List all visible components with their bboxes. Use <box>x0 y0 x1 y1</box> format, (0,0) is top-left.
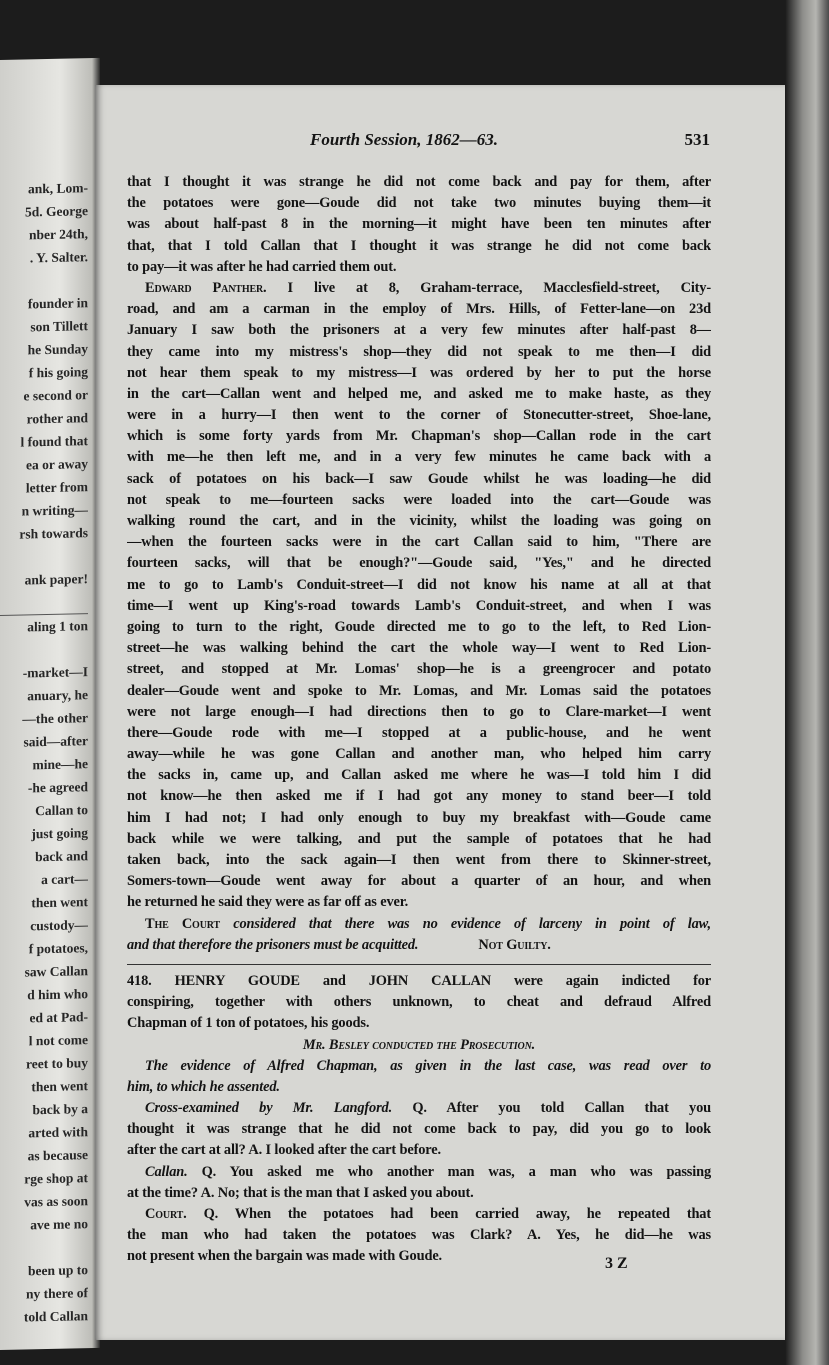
text-line: that, that I told Callan that I thought it was strange he did not come back <box>127 237 711 254</box>
text-line: him I had not; I had only enough to buy my breakfast with—Goude came <box>127 809 711 826</box>
left-fragment-line: a cart— <box>41 871 88 888</box>
text-line: road, and am a carman in the employ of Mrs. Hills, of Fetter-lane—on 23d <box>127 301 711 318</box>
text-line: —when the fourteen sacks were in the cart Callan said to him, "There are <box>127 534 711 551</box>
text-line: were in a hurry—I then went to the corner of Stonecutter-street, Shoe-lane, <box>127 407 711 424</box>
right-page-edge <box>785 0 829 1365</box>
text-line: dealer—Goude went and spoke to Mr. Lomas, and Mr. Lomas said the potatoes <box>127 682 711 699</box>
left-fragment-line: -market—I <box>22 664 88 681</box>
cross-examination <box>127 1098 711 1162</box>
left-fragment-line: rother and <box>26 410 88 427</box>
left-fragment-line: rge shop at <box>24 1170 88 1187</box>
left-fragment-line: been up to <box>27 1262 88 1279</box>
left-fragment-line: aling 1 ton <box>27 618 88 635</box>
left-fragment-line: 5d. George <box>25 203 88 220</box>
text-line: walking round the cart, and in the vicinity, whilst the loading was going on <box>127 513 711 529</box>
text-line: conspiring, together with others unknown, to cheat and defraud Alfred <box>127 994 711 1011</box>
left-fragment-line: anuary, he <box>27 687 88 704</box>
left-fragment-line: ny there of <box>26 1285 88 1302</box>
left-fragment-line: founder in <box>27 295 88 312</box>
left-fragment-line: said—after <box>23 733 88 750</box>
left-fragment-line: saw Callan <box>24 963 88 980</box>
evidence-note <box>127 1056 711 1098</box>
left-fragment-line: back by a <box>32 1101 88 1118</box>
left-fragment-line: d him who <box>27 986 88 1003</box>
text-line: Chapman of 1 ton of potatoes, his goods. <box>127 1015 370 1032</box>
text-line: Edward Panther. I live at 8, Graham-terrace, Macclesfield-street, City- <box>145 279 711 296</box>
text-line: the sacks in, came up, and Callan asked me where he was—I told him I did <box>127 767 711 784</box>
text-line: there—Goude rode with me—I stopped at a public-house, and he went <box>127 724 711 741</box>
left-fragment-line: back and <box>35 848 88 865</box>
text-line: and that therefore the prisoners must be acquitted. Not Guilty. <box>127 936 551 953</box>
text-line: not present when the bargain was made with Goude. <box>127 1248 442 1265</box>
text-line: that I thought it was strange he did not come back and pay for them, after <box>127 174 711 190</box>
text-line: me to go to Lamb's Conduit-street—I did not know his name at all at that <box>127 576 711 593</box>
text-line: street, and stopped at Mr. Lomas' shop—he is a greengrocer and potato <box>127 661 711 678</box>
left-page-text-fragments <box>0 176 88 1330</box>
left-fragment-line: then went <box>31 894 88 911</box>
left-fragment-line: ank paper! <box>24 571 88 588</box>
text-line: him, to which he assented. <box>127 1078 280 1095</box>
text-line: they came into my mistress's shop—they did not speak to me then—I did <box>127 343 711 360</box>
text-line: not know—he then asked me if I had got any money to stand beer—I told <box>127 788 711 805</box>
left-fragment-line: vas as soon <box>24 1193 88 1210</box>
left-fragment-line: . Y. Salter. <box>29 249 88 266</box>
text-line: 418. HENRY GOUDE and JOHN CALLAN were again indicted for <box>127 972 711 989</box>
left-fragment-line <box>0 1235 88 1261</box>
left-fragment-line: f potatoes, <box>28 940 88 957</box>
text-line: street—he was walking behind the cart the whole way—I went to Red Lion- <box>127 640 711 657</box>
text-line: away—while he was gone Callan and another man, who helped him carry <box>127 746 711 763</box>
text-line: with me—he then left me, and in a very few minutes he came back with a <box>127 449 711 466</box>
text-line: sack of potatoes on his back—I saw Goude whilst he was loading—he did <box>127 470 711 487</box>
speaker-label: 418. <box>127 972 152 989</box>
text-line: going to turn to the right, Goude directed me to go to the left, to Red Lion- <box>127 618 711 635</box>
text-line: fourteen sacks, will that be enough?"—Goude said, "Yes," and he directed <box>127 555 711 572</box>
left-fragment-line: custody— <box>30 917 88 934</box>
running-header <box>100 130 710 154</box>
text-line: The Court considered that there was no evidence of larceny in point of law, <box>145 915 711 932</box>
left-fragment-line: l not come <box>28 1032 88 1049</box>
callan-question <box>127 1162 711 1204</box>
left-fragment-line: mine—he <box>32 756 88 773</box>
left-fragment-line: rsh towards <box>19 525 88 542</box>
text-line: Somers-town—Goude went away for about a quarter of an hour, and when <box>127 873 711 890</box>
text-line: Court. Q. When the potatoes had been carried away, he repeated that <box>145 1206 711 1222</box>
speaker-label: Edward Panther. <box>145 279 267 296</box>
text-line: The evidence of Alfred Chapman, as given in the last case, was read over to <box>145 1057 711 1074</box>
text-line: at the time? A. No; that is the man that I asked you about. <box>127 1184 474 1201</box>
left-fragment-line: arted with <box>28 1124 88 1141</box>
speaker-label: Cross-examined by Mr. Langford. <box>145 1100 393 1117</box>
left-fragment-line: told Callan <box>23 1308 88 1325</box>
left-fragment-line: reet to buy <box>26 1055 88 1072</box>
case-418-indictment <box>127 971 711 1035</box>
left-fragment-line: son Tillett <box>30 318 88 335</box>
left-fragment-line: ank, Lom- <box>27 180 88 197</box>
left-fragment-line: ave me no <box>30 1216 88 1233</box>
left-fragment-line: e second or <box>23 387 88 404</box>
left-fragment-line <box>0 268 88 294</box>
left-fragment-line: Callan to <box>35 802 88 819</box>
text-line: which is some forty yards from Mr. Chapman's shop—Callan rode in the cart <box>127 428 711 445</box>
left-facing-page <box>0 58 100 1350</box>
prosecution-line: Mr. Besley conducted the Prosecution. <box>302 1036 536 1053</box>
left-fragment-line: letter from <box>25 479 88 496</box>
left-fragment-line: he Sunday <box>27 341 88 358</box>
paragraph-panther-testimony <box>127 278 711 914</box>
text-line: the man who had taken the potatoes was Clark? A. Yes, he did—he was <box>127 1227 711 1244</box>
text-line: not hear them speak to my mistress—I was ordered by her to put the horse <box>127 364 711 381</box>
text-line: Cross-examined by Mr. Langford. Q. After you told Callan that you <box>145 1100 711 1117</box>
verdict-label: Not Guilty. <box>478 936 551 953</box>
text-line: after the cart at all? A. I looked after the cart before. <box>127 1142 441 1159</box>
text-line: back while we were talking, and put the sample of potatoes that he had <box>127 830 711 847</box>
speaker-label: Court. <box>145 1206 187 1222</box>
speaker-label: Callan. <box>145 1163 188 1180</box>
text-line: thought it was strange that he did not come back to pay, did you go to look <box>127 1121 711 1138</box>
text-line: time—I went up King's-road towards Lamb's Conduit-street, and when I was <box>127 597 711 614</box>
court-ruling <box>127 914 711 956</box>
text-line: to pay—it was after he had carried them out. <box>127 258 397 275</box>
left-fragment-line: f his going <box>28 364 88 381</box>
left-fragment-line: then went <box>31 1078 88 1095</box>
left-fragment-line: —the other <box>22 710 88 727</box>
left-fragment-line <box>0 637 88 663</box>
left-fragment-line: l found that <box>20 433 88 450</box>
text-line: in the cart—Callan went and helped me, and asked me to make haste, as they <box>127 385 711 402</box>
text-line: was about half-past 8 in the morning—it might have been ten minutes after <box>127 216 711 233</box>
left-fragment-line <box>0 544 88 570</box>
text-line: were not large enough—I had directions then to go to Clare-market—I went <box>127 703 711 720</box>
left-fragment-line: n writing— <box>21 502 88 519</box>
text-line: not speak to me—fourteen sacks were loaded into the cart—Goude was <box>127 491 711 508</box>
page-body <box>127 172 711 1268</box>
session-title: Fourth Session, 1862—63. <box>310 130 498 149</box>
speaker-label: The Court <box>145 915 220 932</box>
left-fragment-line: nber 24th, <box>28 226 88 243</box>
text-line: Callan. Q. You asked me who another man was, a man who was passing <box>145 1163 711 1180</box>
page-number: 531 <box>684 130 710 149</box>
case-divider <box>127 964 711 965</box>
left-fragment-line: ed at Pad- <box>29 1009 88 1026</box>
text-line: he returned he said they were as far off as ever. <box>127 894 409 911</box>
left-fragment-line: just going <box>31 825 88 842</box>
left-fragment-line: as because <box>27 1147 88 1164</box>
paragraph-callan-testimony <box>127 172 711 278</box>
text-line: January I saw both the prisoners at a very few minutes after half-past 8— <box>127 322 711 339</box>
text-line: the potatoes were gone—Goude did not take two minutes buying them—it <box>127 195 711 212</box>
left-fragment-line: -he agreed <box>27 779 88 796</box>
signature-mark: 3 Z <box>605 1255 628 1272</box>
left-fragment-line: ea or away <box>26 456 88 473</box>
text-line: taken back, into the sack again—I then went from there to Skinner-street, <box>127 852 711 868</box>
left-fragment-line <box>0 590 88 617</box>
